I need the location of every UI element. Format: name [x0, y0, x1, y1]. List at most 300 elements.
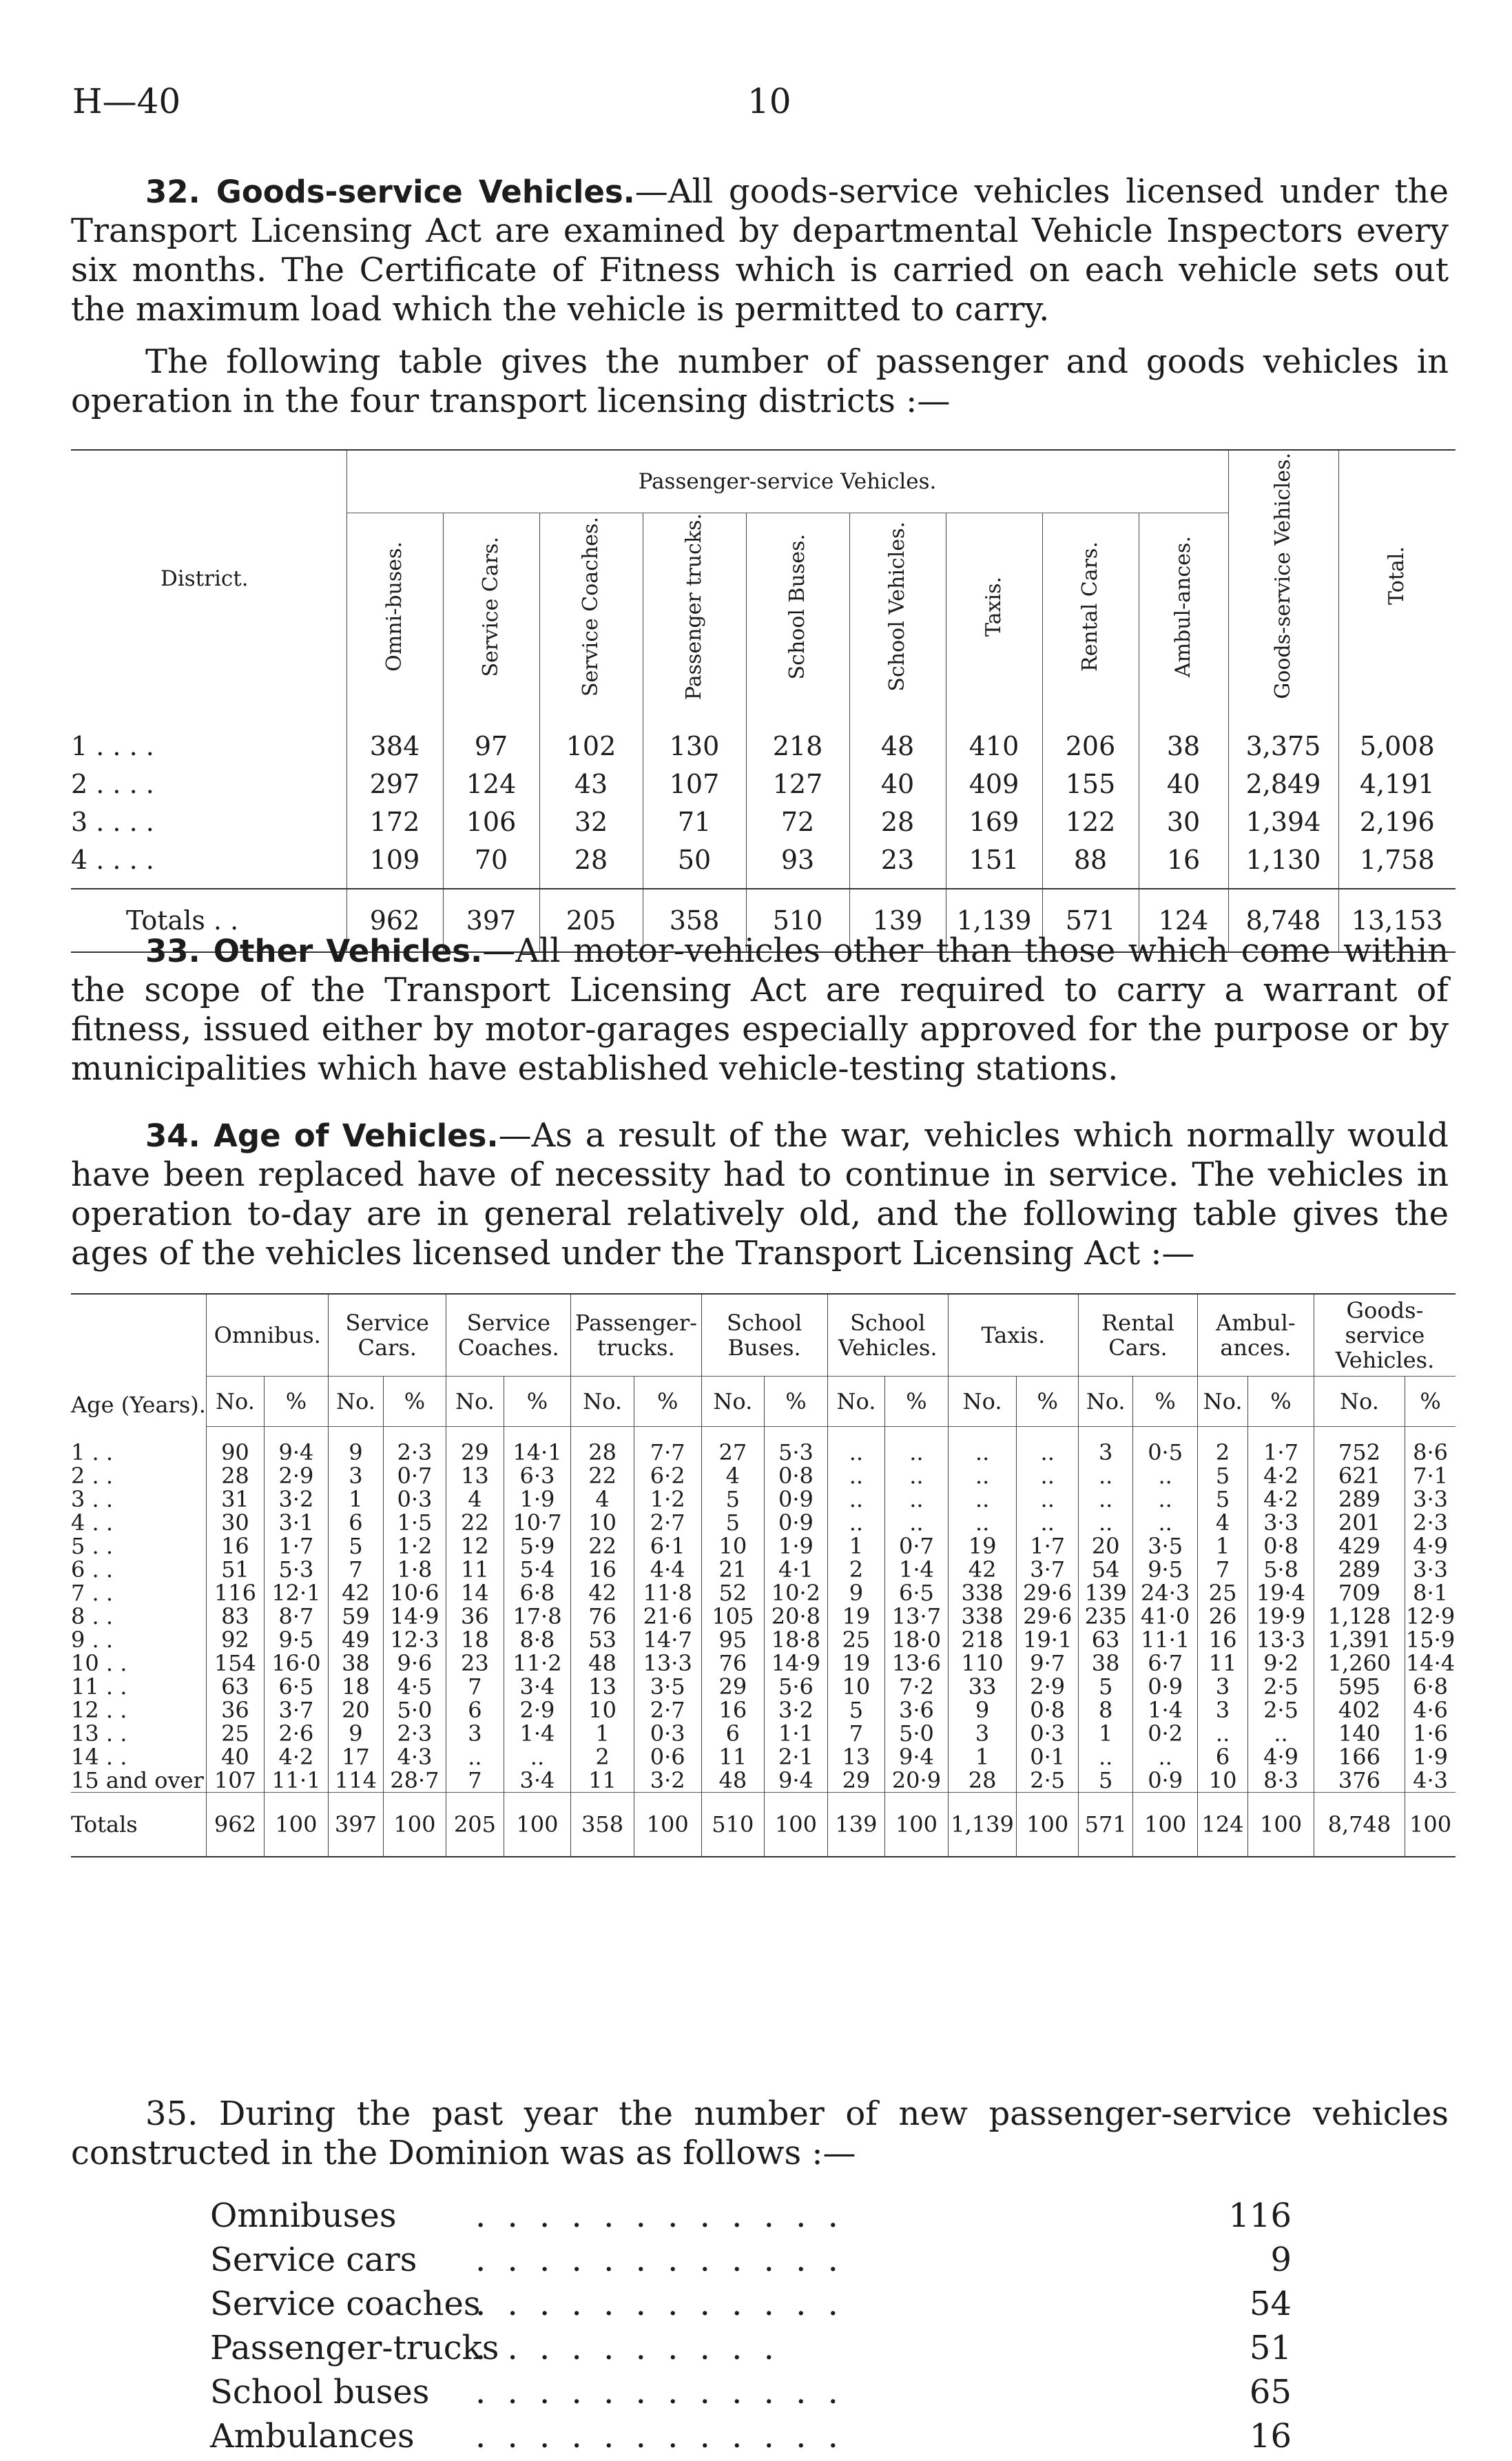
age-cell: 6·2 [634, 1464, 701, 1487]
new-vehicle-label: Omnibuses [210, 2196, 397, 2235]
age-label: 8 . . [71, 1603, 114, 1629]
age-cell: 12·3 [383, 1628, 446, 1651]
district-cell: 28 [539, 841, 643, 889]
age-cell: .. [1133, 1511, 1198, 1534]
age-cell: .. [1133, 1464, 1198, 1487]
age-cell: 7·1 [1405, 1464, 1456, 1487]
age-cell: 8·3 [1248, 1769, 1314, 1793]
district-cell: 71 [643, 803, 746, 841]
age-cell: 22 [571, 1464, 634, 1487]
age-totals-cell: 962 [207, 1793, 264, 1857]
age-cell: 7 [446, 1675, 504, 1698]
age-cell: 0·8 [1248, 1534, 1314, 1558]
group-school-vehicles: School Vehicles. [827, 1294, 948, 1377]
age-cell: .. [827, 1427, 884, 1465]
age-cell: 6·5 [264, 1675, 329, 1698]
new-vehicle-count: 54 [1249, 2285, 1292, 2323]
page-header [72, 81, 1450, 130]
age-label: 4 . . [71, 1510, 114, 1536]
sub-header-percent: % [634, 1377, 701, 1427]
age-cell: 116 [207, 1581, 264, 1605]
age-row [71, 1675, 1456, 1698]
age-cell: 10·2 [765, 1581, 828, 1605]
age-cell: 52 [701, 1581, 765, 1605]
new-vehicle-label: School buses [210, 2373, 430, 2411]
age-cell: 0·5 [1133, 1427, 1198, 1465]
age-cell: 38 [1078, 1651, 1132, 1675]
age-cell: 4 [571, 1487, 634, 1511]
age-cell: 9 [827, 1581, 884, 1605]
age-cell: .. [948, 1511, 1017, 1534]
age-row [71, 1511, 1456, 1534]
age-totals-cell: 100 [1017, 1793, 1079, 1857]
age-cell: 3·3 [1248, 1511, 1314, 1534]
age-cell: 76 [701, 1651, 765, 1675]
age-cell: 10 [701, 1534, 765, 1558]
age-label: 9 . . [71, 1627, 114, 1653]
age-cell: 9·2 [1248, 1651, 1314, 1675]
district-cell: 107 [643, 765, 746, 803]
age-cell: 9 [329, 1427, 383, 1465]
age-cell: 2·7 [634, 1698, 701, 1722]
group-passenger-trucks: Passenger-trucks. [571, 1294, 701, 1377]
age-cell: 1·9 [765, 1534, 828, 1558]
age-cell: 16·0 [264, 1651, 329, 1675]
age-cell: 48 [571, 1651, 634, 1675]
age-cell: 5 [1197, 1464, 1247, 1487]
new-vehicle-label: Service coaches [210, 2285, 481, 2323]
new-vehicle-item [210, 2329, 1381, 2373]
age-cell: 14·7 [634, 1628, 701, 1651]
age-cell: 4·1 [765, 1558, 828, 1581]
age-cell: .. [1078, 1745, 1132, 1769]
district-name: 3 . . . . [71, 806, 154, 837]
age-cell: 6 [701, 1722, 765, 1745]
new-vehicle-label: Service cars [210, 2241, 417, 2279]
page-number: 10 [747, 81, 791, 121]
age-cell: 15·9 [1405, 1627, 1456, 1653]
age-cell: 38 [329, 1651, 383, 1675]
age-cell: .. [827, 1511, 884, 1534]
age-cell: 28·7 [383, 1769, 446, 1793]
totals-cell: 13,153 [1338, 889, 1456, 952]
age-cell: 16 [207, 1534, 264, 1558]
age-cell: 6·8 [1405, 1675, 1456, 1698]
age-cell: 19 [827, 1605, 884, 1628]
age-cell: 402 [1314, 1698, 1405, 1722]
age-cell: 3·1 [264, 1511, 329, 1534]
age-cell: 18 [446, 1628, 504, 1651]
age-cell: 14·1 [504, 1427, 571, 1465]
age-cell: 8·7 [264, 1605, 329, 1628]
age-totals-cell: 358 [571, 1793, 634, 1857]
age-cell: 11·1 [264, 1769, 329, 1793]
age-cell: 9·5 [1133, 1558, 1198, 1581]
age-cell: 53 [571, 1628, 634, 1651]
age-cell: 19 [827, 1651, 884, 1675]
age-cell: 429 [1314, 1534, 1405, 1558]
age-cell: 13 [446, 1464, 504, 1487]
age-totals-cell: 100 [383, 1793, 446, 1857]
age-cell: 24·3 [1133, 1581, 1198, 1605]
col-school-buses [746, 513, 849, 707]
age-cell: 41·0 [1133, 1605, 1198, 1628]
col-omnibuses [346, 513, 443, 707]
age-totals-cell: 100 [765, 1793, 828, 1857]
age-cell: 1 [948, 1745, 1017, 1769]
age-cell: 7 [329, 1558, 383, 1581]
age-cell: 0·7 [885, 1534, 949, 1558]
age-row [71, 1534, 1456, 1558]
age-cell: 338 [948, 1605, 1017, 1628]
age-cell: 29 [827, 1769, 884, 1793]
district-cell: 23 [849, 841, 946, 889]
age-cell: 3·4 [504, 1675, 571, 1698]
age-label: 12 . . [71, 1697, 127, 1723]
age-cell: 3 [446, 1722, 504, 1745]
age-row [71, 1628, 1456, 1651]
age-cell: 3·3 [1405, 1558, 1456, 1581]
age-cell: 2 [571, 1745, 634, 1769]
age-cell: 1·8 [383, 1558, 446, 1581]
age-header: Age (Years). [71, 1294, 207, 1427]
age-cell: 10 [571, 1698, 634, 1722]
col-goods-service-label: Goods-service Vehicles. [1271, 452, 1295, 699]
age-cell: 5·6 [765, 1675, 828, 1698]
age-cell: 6·8 [504, 1581, 571, 1605]
age-totals-label: Totals [71, 1793, 207, 1857]
age-cell: 1·7 [1248, 1427, 1314, 1465]
age-cell: .. [1017, 1464, 1079, 1487]
age-cell: 19·4 [1248, 1581, 1314, 1605]
totals-cell: 205 [539, 889, 643, 952]
age-cell: 27 [701, 1427, 765, 1465]
totals-cell: 510 [746, 889, 849, 952]
age-cell: 5 [701, 1487, 765, 1511]
sub-header-no: No. [329, 1377, 383, 1427]
totals-cell: 397 [443, 889, 539, 952]
district-vehicles-table [71, 449, 1456, 953]
sub-header-percent: % [1248, 1377, 1314, 1427]
age-cell: 48 [701, 1769, 765, 1793]
age-row [71, 1745, 1456, 1769]
age-cell: 29 [701, 1675, 765, 1698]
age-cell: 9·6 [383, 1651, 446, 1675]
age-cell: 0·7 [383, 1464, 446, 1487]
age-cell: 3·2 [264, 1487, 329, 1511]
age-cell: 18·8 [765, 1628, 828, 1651]
age-cell: 3·3 [1405, 1487, 1456, 1511]
age-cell: 19 [948, 1534, 1017, 1558]
age-label: 6 . . [71, 1556, 114, 1583]
age-cell: 11 [701, 1745, 765, 1769]
sub-header-percent: % [1133, 1377, 1198, 1427]
age-cell: 12 [446, 1534, 504, 1558]
col-school-buses-label: School Buses. [785, 533, 809, 680]
age-totals-cell: 571 [1078, 1793, 1132, 1857]
age-label: 13 . . [71, 1720, 127, 1747]
section-33-body: —All motor-vehicles other than those which come within the scope of the Transport Licensing Act are required to carry a warrant of fitness, issued either by motor-garages especially approved for the purpose or by municipalities which have established vehicle-testing stations. [71, 931, 1449, 1088]
sub-header-no: No. [1078, 1377, 1132, 1427]
age-cell: .. [827, 1487, 884, 1511]
age-cell: 7·2 [885, 1675, 949, 1698]
age-cell: 1 [1197, 1534, 1247, 1558]
new-vehicle-label: Passenger-trucks [210, 2329, 499, 2367]
age-totals-cell: 510 [701, 1793, 765, 1857]
age-label: 1 . . [71, 1439, 114, 1465]
age-cell: 0·3 [634, 1722, 701, 1745]
age-cell: 1 [329, 1487, 383, 1511]
age-cell: 10·7 [504, 1511, 571, 1534]
age-cell: 5·0 [885, 1722, 949, 1745]
district-cell: 88 [1042, 841, 1139, 889]
age-cell: .. [504, 1745, 571, 1769]
totals-cell: 358 [643, 889, 746, 952]
age-cell: 1·2 [634, 1487, 701, 1511]
age-row [71, 1722, 1456, 1745]
age-cell: 21·6 [634, 1605, 701, 1628]
age-cell: 0·3 [383, 1487, 446, 1511]
age-cell: 0·9 [1133, 1675, 1198, 1698]
report-code: H—40 [72, 81, 181, 121]
district-cell: 124 [443, 765, 539, 803]
age-label: 3 . . [71, 1486, 114, 1512]
age-cell: 5·9 [504, 1534, 571, 1558]
age-cell: 22 [571, 1534, 634, 1558]
district-cell: 2,849 [1228, 765, 1338, 803]
age-cell: 95 [701, 1628, 765, 1651]
age-totals-cell: 397 [329, 1793, 383, 1857]
new-vehicle-label: Ambulances [210, 2417, 415, 2455]
age-cell: .. [1017, 1511, 1079, 1534]
age-cell: 6 [1197, 1745, 1247, 1769]
age-cell: 3·7 [1017, 1558, 1079, 1581]
new-vehicle-count: 16 [1249, 2417, 1292, 2455]
district-cell: 5,008 [1338, 706, 1456, 765]
new-vehicle-count: 51 [1249, 2329, 1292, 2367]
col-school-vehicles-label: School Vehicles. [885, 522, 909, 692]
passenger-service-group-header: Passenger-service Vehicles. [346, 450, 1228, 513]
district-cell: 3,375 [1228, 706, 1338, 765]
age-cell: 42 [329, 1581, 383, 1605]
district-cell: 102 [539, 706, 643, 765]
totals-cell: 571 [1042, 889, 1139, 952]
vehicle-age-table [71, 1293, 1456, 1857]
age-cell: 9 [948, 1698, 1017, 1722]
age-cell: 1,128 [1314, 1605, 1405, 1628]
age-cell: 2·9 [1017, 1675, 1079, 1698]
table1-intro-paragraph [71, 342, 1449, 421]
age-cell: 25 [827, 1628, 884, 1651]
age-cell: 1·2 [383, 1534, 446, 1558]
col-service-cars-label: Service Cars. [479, 536, 503, 677]
age-cell: 12·1 [264, 1581, 329, 1605]
age-cell: 13·6 [885, 1651, 949, 1675]
age-cell: .. [885, 1511, 949, 1534]
age-label: 2 . . [71, 1463, 114, 1489]
age-cell: 2·3 [383, 1722, 446, 1745]
district-cell: 384 [346, 706, 443, 765]
age-cell: 29·6 [1017, 1581, 1079, 1605]
col-service-coaches [539, 513, 643, 707]
age-cell: 5·3 [264, 1558, 329, 1581]
group-service-cars: Service Cars. [329, 1294, 446, 1377]
age-totals-cell: 100 [1133, 1793, 1198, 1857]
sub-header-percent: % [383, 1377, 446, 1427]
age-cell: 235 [1078, 1605, 1132, 1628]
age-cell: .. [1078, 1487, 1132, 1511]
sub-header-no: No. [1197, 1377, 1247, 1427]
new-vehicle-count: 116 [1228, 2196, 1292, 2235]
age-cell: 5 [1078, 1675, 1132, 1698]
new-vehicle-item [210, 2196, 1381, 2241]
age-cell: 2·5 [1017, 1769, 1079, 1793]
section-34-heading: 34. Age of Vehicles. [145, 1118, 499, 1154]
age-cell: 6·7 [1133, 1651, 1198, 1675]
new-vehicle-item [210, 2373, 1381, 2417]
age-cell: 4·9 [1405, 1534, 1456, 1558]
age-cell: 3·7 [264, 1698, 329, 1722]
age-totals-cell: 100 [1248, 1793, 1314, 1857]
age-cell: .. [1017, 1487, 1079, 1511]
age-cell: 28 [207, 1464, 264, 1487]
age-cell: 3·5 [1133, 1534, 1198, 1558]
age-cell: 17·8 [504, 1605, 571, 1628]
age-cell: 4·2 [1248, 1464, 1314, 1487]
col-total-label: Total. [1385, 546, 1409, 605]
age-cell: 2·3 [383, 1427, 446, 1465]
age-cell: 3·5 [634, 1675, 701, 1698]
age-cell: 289 [1314, 1558, 1405, 1581]
age-cell: 14·9 [383, 1605, 446, 1628]
age-cell: 7 [446, 1769, 504, 1793]
district-cell: 172 [346, 803, 443, 841]
district-cell: 4,191 [1338, 765, 1456, 803]
age-row [71, 1464, 1456, 1487]
district-cell: 409 [946, 765, 1042, 803]
district-cell: 72 [746, 803, 849, 841]
age-cell: 1·5 [383, 1511, 446, 1534]
age-cell: 0·9 [765, 1487, 828, 1511]
age-cell: 0·6 [634, 1745, 701, 1769]
age-label: 15 and over [71, 1767, 204, 1793]
section-35-body: During the past year the number of new passenger-service vehicles constructed in the Dominion was as follows :— [71, 2094, 1449, 2172]
age-row [71, 1558, 1456, 1581]
new-vehicle-item [210, 2285, 1381, 2329]
age-cell: 59 [329, 1605, 383, 1628]
col-ambulances [1139, 513, 1228, 707]
age-cell: 3 [329, 1464, 383, 1487]
section-34-body: —As a result of the war, vehicles which normally would have been replaced have of necessity had to continue in service. The vehicles in operation to-day are in general relatively old, and the following table gives the ages of the vehicles licensed under the Transport Licensing Act :— [71, 1116, 1449, 1273]
leader-dots: . . . . . . . . . . . . [475, 2196, 844, 2235]
district-header: District. [71, 450, 346, 706]
col-ambulances-label: Ambul-ances. [1171, 535, 1195, 678]
group-rental-cars: Rental Cars. [1078, 1294, 1197, 1377]
age-cell: 0·8 [1017, 1698, 1079, 1722]
sub-header-percent: % [1017, 1377, 1079, 1427]
district-cell: 50 [643, 841, 746, 889]
age-cell: 90 [207, 1427, 264, 1465]
col-rental-cars-label: Rental Cars. [1078, 542, 1102, 672]
leader-dots: . . . . . . . . . . . . [475, 2417, 844, 2455]
district-cell: 130 [643, 706, 746, 765]
age-totals-cell: 1,139 [948, 1793, 1017, 1857]
section-32-body: —All goods-service vehicles licensed under the Transport Licensing Act are examined by departmental Vehicle Inspectors every six months. The Certificate of Fitness which is carried on each vehicle sets out the maximum load which the vehicle is permitted to carry. [71, 172, 1449, 329]
age-cell: 3 [948, 1722, 1017, 1745]
age-cell: .. [1197, 1722, 1247, 1745]
age-cell: 0·9 [1133, 1769, 1198, 1793]
age-cell: 5 [1078, 1769, 1132, 1793]
col-taxis-label: Taxis. [982, 577, 1006, 637]
group-school-buses: School Buses. [701, 1294, 827, 1377]
district-cell: 40 [1139, 765, 1228, 803]
age-cell: 19·1 [1017, 1628, 1079, 1651]
age-row [71, 1769, 1456, 1793]
age-cell: 14 [446, 1581, 504, 1605]
age-cell: 2·5 [1248, 1698, 1314, 1722]
age-cell: 9·4 [885, 1745, 949, 1769]
age-cell: 83 [207, 1605, 264, 1628]
age-cell: 11 [1197, 1651, 1247, 1675]
district-cell: 127 [746, 765, 849, 803]
age-cell: 18·0 [885, 1628, 949, 1651]
totals-cell: 962 [346, 889, 443, 952]
age-cell: 4 [1197, 1511, 1247, 1534]
age-cell: 11 [571, 1769, 634, 1793]
age-cell: 49 [329, 1628, 383, 1651]
district-cell: 28 [849, 803, 946, 841]
age-cell: 1 [571, 1722, 634, 1745]
section-32-paragraph [71, 172, 1449, 329]
age-cell: 10 [571, 1511, 634, 1534]
district-cell: 297 [346, 765, 443, 803]
district-row [71, 706, 1456, 765]
district-cell: 16 [1139, 841, 1228, 889]
age-cell: 25 [1197, 1581, 1247, 1605]
section-34-paragraph [71, 1116, 1449, 1273]
new-vehicle-count: 65 [1249, 2373, 1292, 2411]
age-cell: 6·1 [634, 1534, 701, 1558]
age-cell: .. [885, 1427, 949, 1465]
age-cell: 42 [571, 1581, 634, 1605]
district-row [71, 765, 1456, 803]
age-cell: 3·6 [885, 1698, 949, 1722]
age-cell: 10 [1197, 1769, 1247, 1793]
age-cell: 14·9 [765, 1651, 828, 1675]
age-cell: 4·4 [634, 1558, 701, 1581]
leader-dots: . . . . . . . . . . . . [475, 2373, 844, 2411]
age-cell: 3 [1078, 1427, 1132, 1465]
age-cell: 1·4 [885, 1558, 949, 1581]
age-cell: 595 [1314, 1675, 1405, 1698]
age-cell: 4 [701, 1464, 765, 1487]
age-cell: 10·6 [383, 1581, 446, 1605]
age-totals-cell: 100 [634, 1793, 701, 1857]
age-cell: 1·6 [1405, 1722, 1456, 1745]
age-cell: .. [1248, 1722, 1314, 1745]
age-cell: .. [1133, 1487, 1198, 1511]
section-35-heading: 35. [145, 2094, 198, 2133]
age-cell: 20·8 [765, 1605, 828, 1628]
age-cell: 13 [571, 1675, 634, 1698]
age-cell: 4·2 [1248, 1487, 1314, 1511]
district-name: 1 . . . . [71, 730, 154, 761]
district-cell: 48 [849, 706, 946, 765]
age-cell: 18 [329, 1675, 383, 1698]
new-vehicle-item [210, 2417, 1381, 2461]
col-rental-cars [1042, 513, 1139, 707]
age-cell: 76 [571, 1605, 634, 1628]
